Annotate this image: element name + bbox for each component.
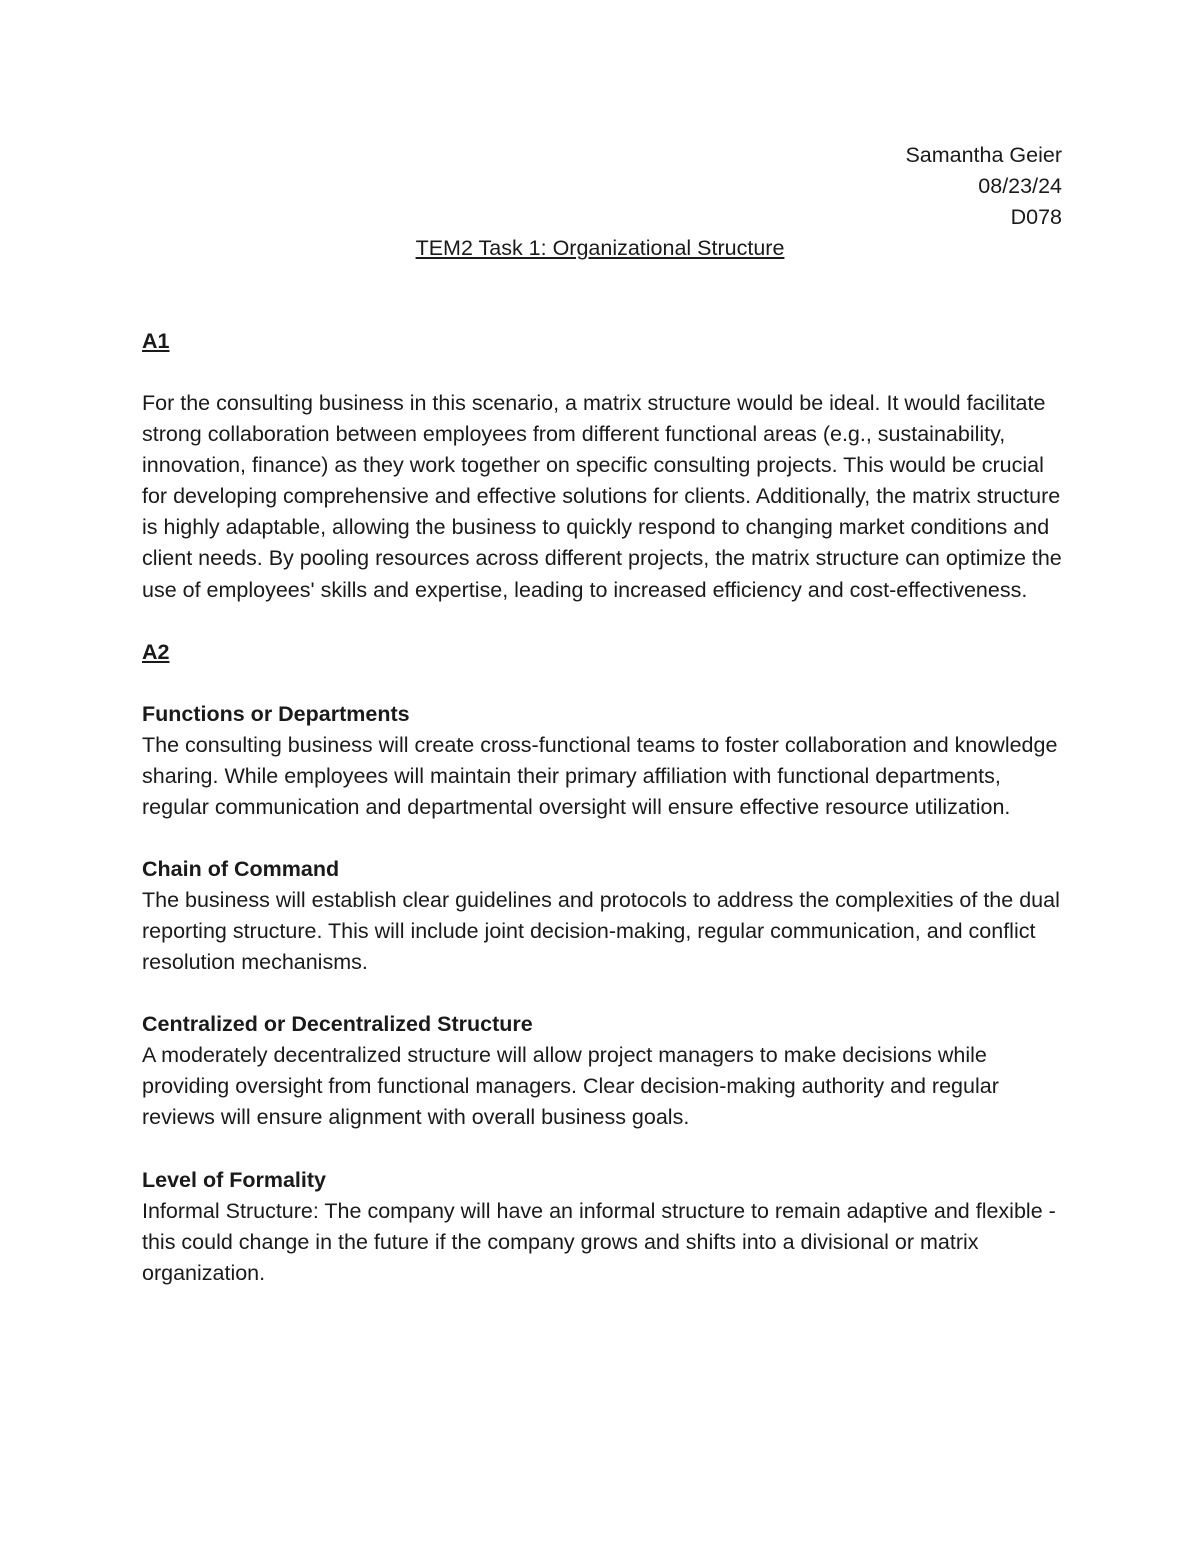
author-name: Samantha Geier [905,143,1062,167]
subsection-heading: Level of Formality [142,1167,326,1192]
subsection-formality [142,1165,1062,1289]
document-title: TEM2 Task 1: Organizational Structure [415,236,785,260]
document-page [142,140,1062,1289]
subsection-functions [142,699,1062,823]
subsection-body: A moderately decentralized structure will allow project managers to make decisions while providing oversight from functional managers. Clear decision-making authority and regular reviews will ensure alignment with overall business goals. [142,1043,999,1130]
section-heading-a2: A2 [142,639,170,664]
subsection-heading: Centralized or Decentralized Structure [142,1012,533,1037]
subsection-chain-of-command [142,854,1062,978]
section-a1-body: For the consulting business in this scenario, a matrix structure would be ideal. It would facilitate strong collaboration between employees from different functional areas (e.g., sustainability, innovation, finance) as they work together on specific consulting projects. This would be crucial for developing comprehensive and effective solutions for clients. Additionally, the matrix structure is highly adaptable, allowing the business to quickly respond to changing market conditions and client needs. By pooling resources across different projects, the matrix structure can optimize the use of employees' skills and expertise, leading to increased efficiency and cost-effectiveness. [142,391,1062,602]
subsection-body: The business will establish clear guidelines and protocols to address the complexities of the dual reporting structure. This will include joint decision-making, regular communication, and conflict resolution mechanisms. [142,887,1060,975]
subsection-heading: Functions or Departments [142,701,410,726]
subsection-centralization [142,1009,1062,1133]
header-block [142,140,1062,233]
subsection-body: Informal Structure: The company will have an informal structure to remain adaptive and flexible - this could change in the future if the company grows and shifts into a divisional or matrix organization. [142,1198,1056,1285]
course-code: D078 [1010,205,1062,229]
subsection-heading: Chain of Command [142,856,340,881]
document-date: 08/23/24 [978,174,1062,198]
section-heading-a1: A1 [142,329,170,353]
subsection-body: The consulting business will create cross-functional teams to foster collaboration and knowledge sharing. While employees will maintain their primary affiliation with functional departments, regular communication and departmental oversight will ensure effective resource utilization. [142,732,1058,819]
